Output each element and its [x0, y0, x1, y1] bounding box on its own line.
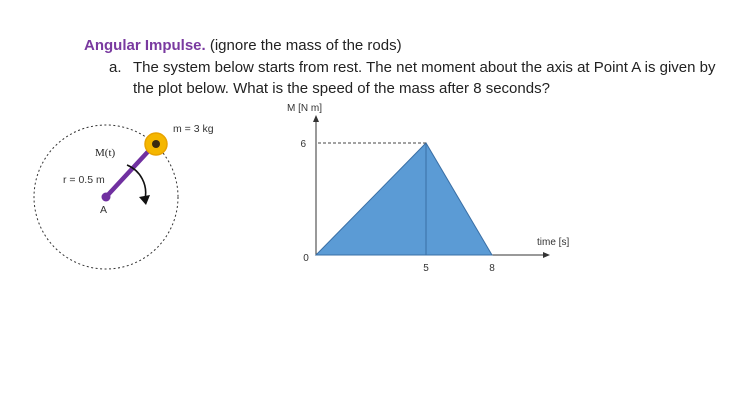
x-axis-arrow: [543, 252, 550, 258]
mass-ball-center: [152, 140, 160, 148]
part-marker: a.: [109, 59, 122, 76]
pivot-point: [102, 193, 111, 202]
problem-heading-note: (ignore the mass of the rods): [205, 37, 402, 54]
part-text: The system below starts from rest. The net moment about the axis at Point A is given by the plot below. What is the speed of the mass after 8 seconds?: [133, 59, 716, 97]
x-tick-label: 8: [489, 263, 495, 274]
radius-label: r = 0.5 m: [63, 174, 105, 186]
x-tick-label: 0: [303, 253, 309, 264]
x-tick-label: 5: [423, 263, 429, 274]
moment-arrow-head: [139, 195, 150, 205]
moment-area: [316, 143, 492, 255]
pivot-label: A: [100, 204, 108, 216]
y-axis-label: M [N m]: [287, 103, 322, 114]
rotating-system-diagram: [34, 123, 214, 269]
y-axis-arrow: [313, 115, 319, 122]
mass-label: m = 3 kg: [173, 123, 214, 135]
x-axis-label: time [s]: [537, 237, 570, 248]
y-tick-label: 6: [300, 139, 306, 150]
problem-heading: Angular Impulse.: [84, 37, 206, 54]
moment-label: M(t): [95, 147, 116, 159]
moment-chart: [287, 103, 569, 274]
